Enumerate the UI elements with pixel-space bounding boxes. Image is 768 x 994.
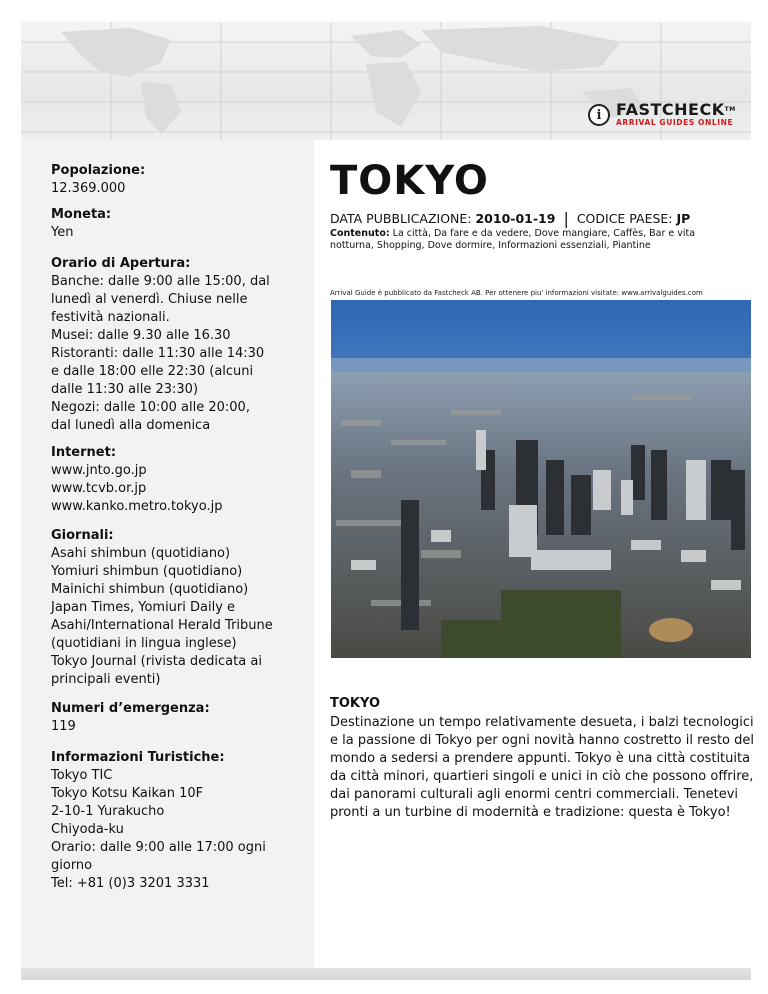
publication-info bbox=[330, 208, 690, 227]
newspapers-block bbox=[51, 527, 301, 689]
article-title: TOKYO bbox=[330, 696, 380, 711]
pub-date-label: DATA PUBBLICAZIONE: bbox=[330, 211, 472, 226]
opening-hours-label: Orario di Apertura: bbox=[51, 256, 191, 271]
tourist-info-block bbox=[51, 749, 301, 893]
opening-hours-value: Banche: dalle 9:00 alle 15:00, dal lunedì al venerdì. Chiuse nelle festività nazionali. Musei: dalle 9.30 alle 16.30 Ristoranti: dalle 11:30 alle 14:30 e dalle 18:00 elle 22:30 (alcuni dalle 11:30 alle 23:30) Negozi: dalle 10:00 alle 20:00, dal lunedì alla domenica bbox=[51, 274, 270, 433]
population-block bbox=[51, 162, 301, 198]
footer-bar bbox=[21, 968, 751, 980]
population-label: Popolazione: bbox=[51, 163, 146, 178]
brand-tagline: ARRIVAL GUIDES ONLINE bbox=[616, 118, 734, 127]
tokyo-aerial-photo bbox=[331, 300, 751, 658]
page-title: TOKYO bbox=[330, 158, 489, 204]
internet-label: Internet: bbox=[51, 445, 117, 460]
internet-links[interactable]: www.jnto.go.jp www.tcvb.or.jp www.kanko.metro.tokyo.jp bbox=[51, 463, 223, 514]
article-body: Destinazione un tempo relativamente desueta, i balzi tecnologici e la passione di Tokyo per ogni novità hanno costretto il resto del mondo a sedersi a prendere appunti. Tokyo è una città costituita da città minori, quartieri singoli e unici in ciò che possono offrire, dai panorami culturali agli enormi centri commerciali. Tenetevi pronti a un turbine di modernità e tradizione: questa è Tokyo! bbox=[330, 715, 754, 820]
tourist-info-value: Tokyo TIC Tokyo Kotsu Kaikan 10F 2-10-1 Yurakucho Chiyoda-ku Orario: dalle 9:00 alle 17:00 ogni giorno Tel: +81 (0)3 3201 3331 bbox=[51, 768, 266, 891]
emergency-block bbox=[51, 700, 301, 736]
population-value: 12.369.000 bbox=[51, 181, 126, 196]
info-icon: i bbox=[588, 104, 610, 126]
emergency-label: Numeri d’emergenza: bbox=[51, 701, 210, 716]
brand-name: FASTCHECK bbox=[616, 100, 725, 119]
country-code: JP bbox=[676, 211, 691, 226]
city-skyline-graphic bbox=[331, 300, 751, 658]
currency-value: Yen bbox=[51, 225, 74, 240]
facts-sidebar bbox=[21, 140, 314, 972]
contents-label: Contenuto: bbox=[330, 228, 390, 239]
newspapers-value: Asahi shimbun (quotidiano) Yomiuri shimbun (quotidiano) Mainichi shimbun (quotidiano) Japan Times, Yomiuri Daily e Asahi/International Herald Tribune (quotidiani in lingua inglese) Tokyo Journal (rivista dedicata ai principali eventi) bbox=[51, 546, 273, 687]
header-banner bbox=[21, 22, 751, 140]
newspapers-label: Giornali: bbox=[51, 528, 114, 543]
emergency-value: 119 bbox=[51, 719, 76, 734]
currency-block bbox=[51, 206, 301, 242]
fastcheck-logo[interactable] bbox=[588, 102, 736, 128]
publisher-note: Arrival Guide è pubblicato da Fastcheck AB. Per ottenere piu' informazioni visitate: www.arrivalguides.com bbox=[330, 289, 703, 297]
contents-text: La città, Da fare e da vedere, Dove mangiare, Caffès, Bar e vita notturna, Shopping, Dove dormire, Informazioni essenziali, Piantine bbox=[330, 228, 696, 251]
contents-summary bbox=[330, 228, 740, 252]
trademark-mark: TM bbox=[724, 106, 736, 113]
opening-hours-block bbox=[51, 255, 301, 435]
separator: | bbox=[563, 209, 569, 228]
country-code-label: CODICE PAESE: bbox=[576, 211, 673, 226]
currency-label: Moneta: bbox=[51, 207, 112, 222]
internet-block bbox=[51, 444, 301, 516]
pub-date: 2010-01-19 bbox=[475, 211, 556, 226]
tourist-info-label: Informazioni Turistiche: bbox=[51, 750, 225, 765]
